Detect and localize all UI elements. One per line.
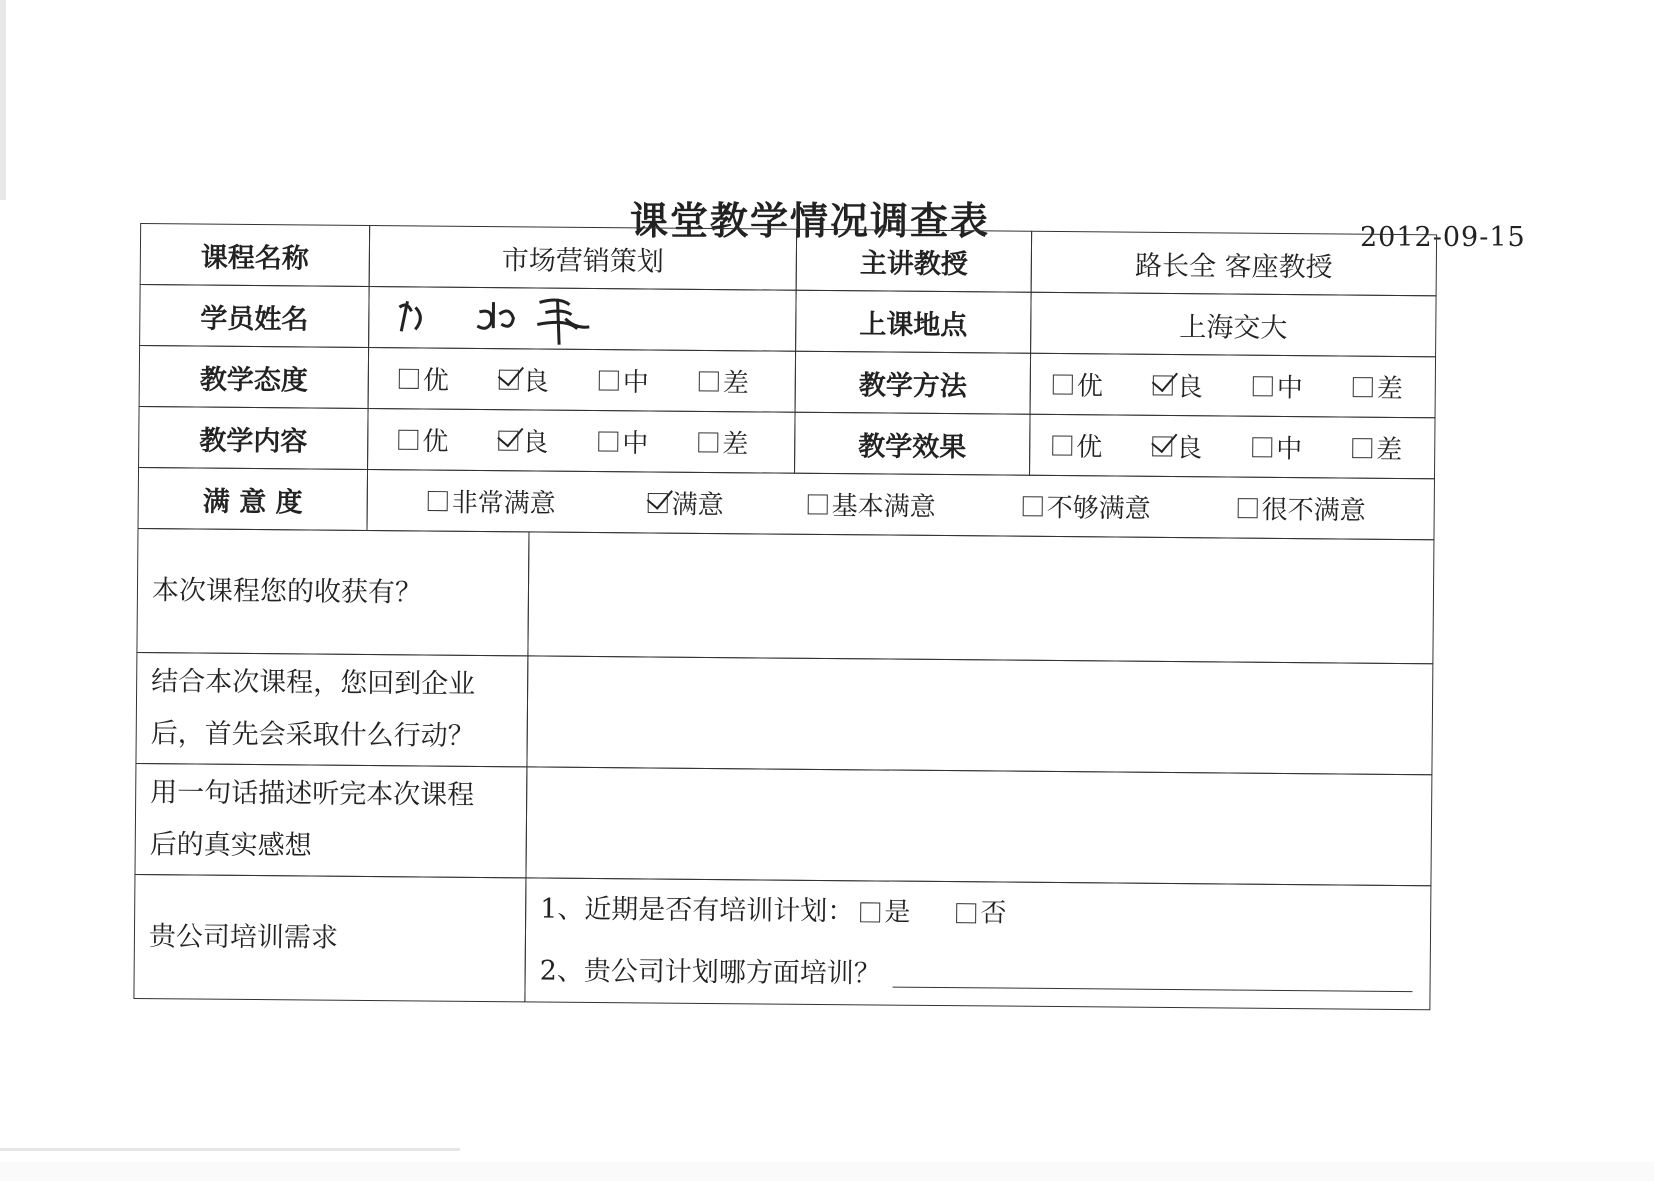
checkbox-icon bbox=[1252, 437, 1272, 457]
option-attitude-good[interactable]: 良 bbox=[499, 361, 549, 398]
option-attitude-poor[interactable]: 差 bbox=[699, 362, 749, 399]
question-action: 结合本次课程，您回到企业 后，首先会采取什么行动？ bbox=[135, 652, 528, 767]
training-area-line: 2、贵公司计划哪方面培训？ bbox=[539, 940, 1413, 1010]
checkbox-icon bbox=[1052, 435, 1072, 455]
label-effect: 教学效果 bbox=[794, 412, 1031, 476]
checkbox-icon bbox=[598, 431, 618, 451]
checkbox-icon bbox=[808, 494, 828, 514]
checkbox-icon bbox=[1238, 498, 1258, 518]
option-very-dissatisfied[interactable]: 很不满意 bbox=[1238, 489, 1366, 527]
option-effect-poor[interactable]: 差 bbox=[1352, 429, 1402, 466]
training-needs bbox=[524, 877, 1431, 1010]
checkbox-checked-icon bbox=[1152, 436, 1172, 456]
label-method: 教学方法 bbox=[795, 351, 1032, 415]
checkbox-icon bbox=[398, 429, 418, 449]
handwritten-signature-icon bbox=[369, 287, 630, 349]
answer-action[interactable] bbox=[526, 655, 1433, 775]
question-feelings: 用一句话描述听完本次课程 后的真实感想 bbox=[134, 763, 527, 878]
checkbox-icon bbox=[1053, 374, 1073, 394]
training-area-blank[interactable] bbox=[893, 961, 1413, 993]
value-course-name: 市场营销策划 bbox=[369, 225, 798, 291]
checkbox-checked-icon bbox=[1153, 375, 1173, 395]
checkbox-icon bbox=[860, 902, 880, 922]
scan-edge bbox=[0, 0, 6, 200]
label-student-name: 学员姓名 bbox=[139, 284, 370, 348]
option-content-excellent[interactable]: 优 bbox=[398, 421, 448, 458]
option-satisfied[interactable]: 满意 bbox=[648, 484, 724, 522]
scan-bottom-margin bbox=[0, 1162, 1654, 1181]
option-plan-yes[interactable]: 是 bbox=[860, 881, 911, 943]
checkbox-icon bbox=[399, 368, 419, 388]
option-method-excellent[interactable]: 优 bbox=[1053, 365, 1103, 402]
option-effect-excellent[interactable]: 优 bbox=[1052, 426, 1102, 463]
label-satisfaction: 满 意 度 bbox=[138, 467, 369, 531]
option-attitude-average[interactable]: 中 bbox=[599, 362, 649, 399]
option-attitude-excellent[interactable]: 优 bbox=[399, 360, 449, 397]
value-lecturer: 路长全 客座教授 bbox=[1031, 231, 1438, 297]
checkbox-checked-icon bbox=[498, 430, 518, 450]
option-method-poor[interactable]: 差 bbox=[1353, 368, 1403, 405]
label-location: 上课地点 bbox=[795, 290, 1032, 354]
option-content-good[interactable]: 良 bbox=[498, 422, 548, 459]
option-effect-average[interactable]: 中 bbox=[1252, 428, 1302, 465]
option-content-poor[interactable]: 差 bbox=[698, 423, 748, 460]
option-effect-good[interactable]: 良 bbox=[1152, 427, 1202, 464]
satisfaction-options bbox=[366, 469, 1435, 540]
option-content-average[interactable]: 中 bbox=[598, 423, 648, 460]
label-course-name: 课程名称 bbox=[140, 223, 371, 287]
student-signature bbox=[368, 286, 797, 352]
option-plan-no[interactable]: 否 bbox=[956, 882, 1007, 944]
option-basically-satisfied[interactable]: 基本满意 bbox=[808, 485, 936, 523]
survey-form bbox=[133, 243, 1520, 1095]
checkbox-icon bbox=[599, 370, 619, 390]
option-method-average[interactable]: 中 bbox=[1253, 367, 1303, 404]
label-content: 教学内容 bbox=[138, 406, 369, 470]
rating-effect bbox=[1029, 414, 1436, 480]
option-very-satisfied[interactable]: 非常满意 bbox=[428, 482, 556, 520]
rating-method bbox=[1030, 353, 1437, 419]
answer-gains[interactable] bbox=[527, 531, 1434, 664]
checkbox-icon bbox=[1253, 376, 1273, 396]
checkbox-icon bbox=[956, 903, 976, 923]
answer-feelings[interactable] bbox=[525, 766, 1432, 886]
question-training-needs: 贵公司培训需求 bbox=[133, 874, 526, 1002]
option-method-good[interactable]: 良 bbox=[1153, 366, 1203, 403]
label-lecturer: 主讲教授 bbox=[796, 229, 1033, 293]
value-location: 上海交大 bbox=[1030, 292, 1437, 358]
form-title: 课堂教学情况调查表 bbox=[629, 199, 990, 243]
rating-attitude bbox=[368, 347, 797, 413]
checkbox-checked-icon bbox=[499, 369, 519, 389]
training-plan-line: 1、近期是否有培训计划： 是 否 bbox=[540, 878, 1007, 944]
form-date: 2012-09-15 bbox=[1360, 222, 1526, 253]
checkbox-icon bbox=[1352, 438, 1372, 458]
option-not-satisfied[interactable]: 不够满意 bbox=[1023, 487, 1151, 525]
checkbox-icon bbox=[428, 491, 448, 511]
rating-content bbox=[367, 408, 796, 474]
checkbox-icon bbox=[698, 432, 718, 452]
checkbox-icon bbox=[1353, 377, 1373, 397]
checkbox-icon bbox=[1023, 496, 1043, 516]
checkbox-icon bbox=[699, 371, 719, 391]
scan-edge-bottom bbox=[0, 1148, 460, 1151]
checkbox-checked-icon bbox=[648, 492, 668, 512]
question-gains: 本次课程您的收获有？ bbox=[136, 528, 529, 656]
label-attitude: 教学态度 bbox=[139, 345, 370, 409]
